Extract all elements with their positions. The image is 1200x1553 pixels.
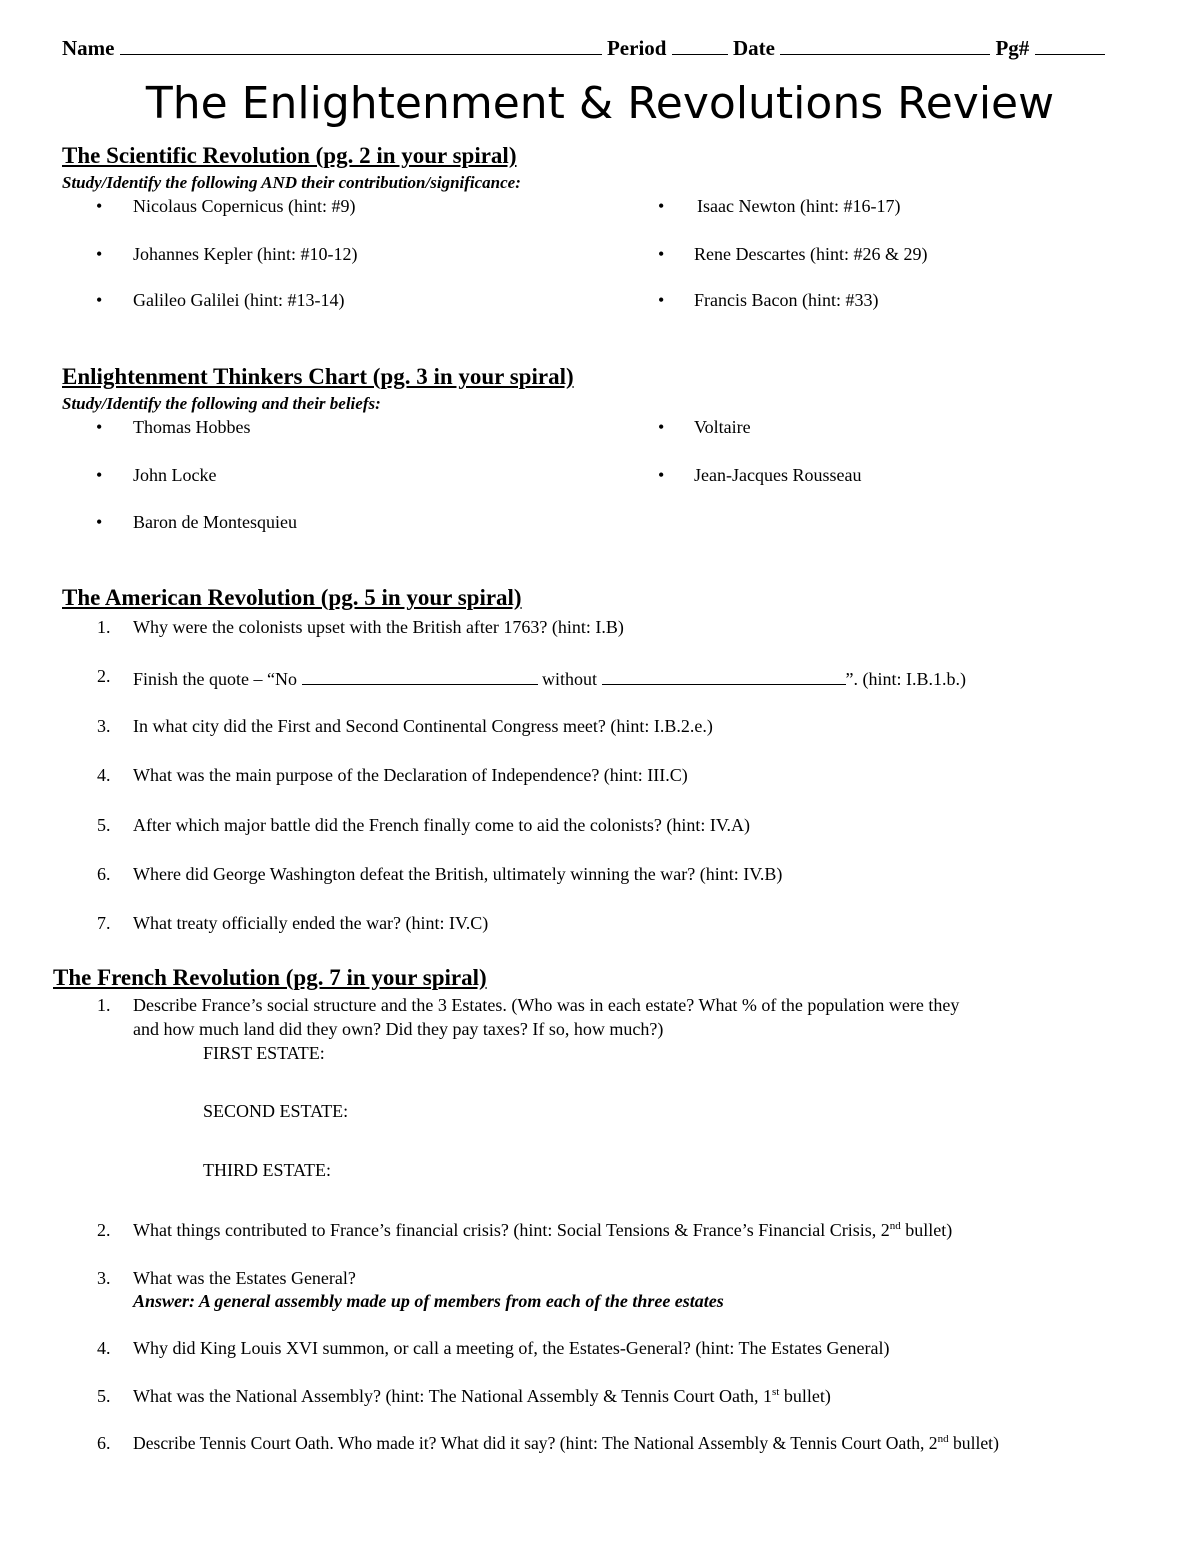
question-text: Describe France’s social structure and the 3 Estates. (Who was in each estate? What % of the population were they [133, 995, 960, 1015]
quote-blank-1[interactable] [302, 666, 538, 685]
date-label: Date [732, 36, 775, 60]
question-number: 1. [97, 995, 111, 1015]
bullet-icon: • [658, 417, 665, 437]
question-text: In what city did the First and Second Continental Congress meet? (hint: I.B.2.e.) [133, 716, 713, 736]
estate-label-third: THIRD ESTATE: [203, 1160, 332, 1180]
bullet-icon: • [96, 512, 103, 532]
question-text-continued: and how much land did they own? Did they pay taxes? If so, how much?) [133, 1019, 664, 1039]
bullet-icon: • [658, 290, 665, 310]
bullet-icon: • [96, 290, 103, 310]
name-blank[interactable] [120, 36, 602, 55]
question-text [133, 666, 966, 690]
estate-label-first: FIRST ESTATE: [203, 1043, 325, 1063]
list-item: Francis Bacon (hint: #33) [694, 290, 879, 310]
pg-label: Pg# [995, 36, 1030, 60]
pg-blank[interactable] [1035, 36, 1105, 55]
question-text-main: What was the National Assembly? (hint: The National Assembly & Tennis Court Oath, 1 [133, 1386, 772, 1406]
name-label: Name [62, 36, 115, 60]
bullet-icon: • [96, 244, 103, 264]
question-text: Where did George Washington defeat the British, ultimately winning the war? (hint: IV.B) [133, 864, 783, 884]
list-item: Jean-Jacques Rousseau [694, 465, 862, 485]
question-text-end: bullet) [779, 1386, 831, 1406]
question-number: 5. [97, 815, 111, 835]
question-text [133, 1433, 999, 1454]
bullet-icon: • [658, 465, 665, 485]
question-text: Why did King Louis XVI summon, or call a meeting of, the Estates-General? (hint: The Estates General) [133, 1338, 890, 1358]
date-blank[interactable] [780, 36, 990, 55]
section-heading-scientific: The Scientific Revolution (pg. 2 in your spiral) [62, 143, 517, 168]
question-number: 5. [97, 1386, 111, 1406]
question-text-end: bullet) [948, 1433, 999, 1453]
ordinal-suffix: nd [937, 1433, 949, 1446]
question-text-main: Describe Tennis Court Oath. Who made it? What did it say? (hint: The National Assembly & Tennis Court Oath, 2 [133, 1433, 938, 1453]
list-item: Galileo Galilei (hint: #13-14) [133, 290, 345, 310]
question-number: 6. [97, 1433, 111, 1453]
question-text [133, 1220, 952, 1241]
list-item: John Locke [133, 465, 217, 485]
question-number: 2. [97, 666, 111, 686]
question-text: After which major battle did the French finally come to aid the colonists? (hint: IV.A) [133, 815, 751, 835]
bullet-icon: • [96, 417, 103, 437]
bullet-icon: • [658, 196, 665, 216]
question-number: 3. [97, 1268, 111, 1288]
section-heading-american: The American Revolution (pg. 5 in your spiral) [62, 585, 522, 610]
section-heading-thinkers: Enlightenment Thinkers Chart (pg. 3 in your spiral) [62, 364, 574, 389]
list-item: Rene Descartes (hint: #26 & 29) [694, 244, 928, 264]
quote-suffix: ”. (hint: I.B.1.b.) [845, 669, 966, 689]
question-number: 4. [97, 1338, 111, 1358]
quote-blank-2[interactable] [602, 666, 846, 685]
question-text: Why were the colonists upset with the British after 1763? (hint: I.B) [133, 617, 624, 637]
bullet-icon: • [96, 196, 103, 216]
question-number: 6. [97, 864, 111, 884]
list-item: Johannes Kepler (hint: #10-12) [133, 244, 358, 264]
question-number: 7. [97, 913, 111, 933]
list-item: Baron de Montesquieu [133, 512, 297, 532]
question-text-main: What things contributed to France’s financial crisis? (hint: Social Tensions & France’s Financial Crisis, 2 [133, 1220, 890, 1240]
list-item: Isaac Newton (hint: #16-17) [697, 196, 901, 216]
question-number: 1. [97, 617, 111, 637]
header-line [62, 36, 1105, 61]
instruction-scientific: Study/Identify the following AND their contribution/significance: [62, 173, 521, 192]
question-number: 4. [97, 765, 111, 785]
instruction-thinkers: Study/Identify the following and their beliefs: [62, 394, 381, 413]
period-blank[interactable] [672, 36, 728, 55]
estate-label-second: SECOND ESTATE: [203, 1101, 349, 1121]
bullet-icon: • [96, 465, 103, 485]
list-item: Thomas Hobbes [133, 417, 251, 437]
question-text: What was the Estates General? [133, 1268, 356, 1288]
ordinal-suffix: st [771, 1386, 780, 1398]
question-text-end: bullet) [900, 1220, 953, 1240]
list-item: Voltaire [694, 417, 751, 437]
question-text [133, 1386, 831, 1407]
period-label: Period [606, 36, 667, 60]
question-text: What treaty officially ended the war? (hint: IV.C) [133, 913, 489, 933]
answer-text: Answer: A general assembly made up of members from each of the three estates [133, 1291, 724, 1311]
list-item: Nicolaus Copernicus (hint: #9) [133, 196, 356, 216]
ordinal-suffix: nd [889, 1220, 901, 1232]
quote-prefix: Finish the quote – “No [133, 669, 297, 689]
question-text: What was the main purpose of the Declaration of Independence? (hint: III.C) [133, 765, 688, 785]
bullet-icon: • [658, 244, 665, 264]
quote-middle: without [542, 669, 598, 689]
section-heading-french: The French Revolution (pg. 7 in your spiral) [53, 965, 487, 990]
question-number: 3. [97, 716, 111, 736]
page-title: The Enlightenment & Revolutions Review [145, 78, 1055, 129]
question-number: 2. [97, 1220, 111, 1240]
